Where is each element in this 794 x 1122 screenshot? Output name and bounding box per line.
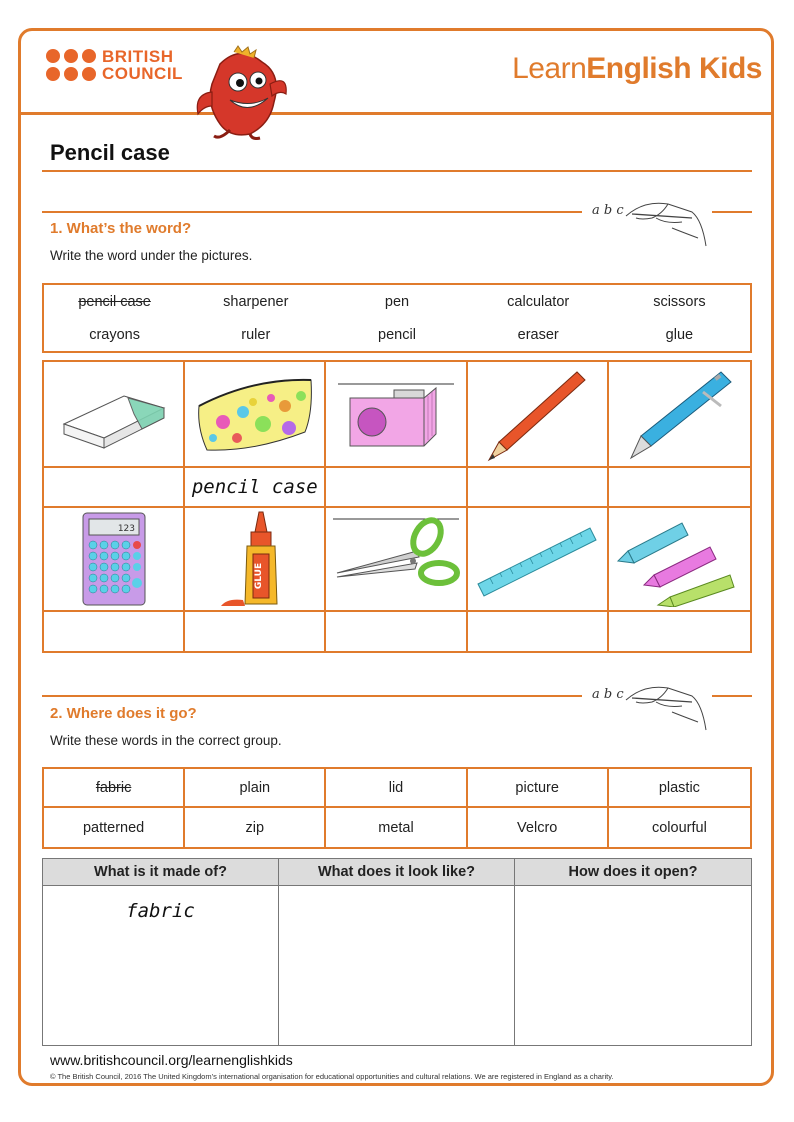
picture-grid [42,360,752,653]
header-divider [18,112,774,115]
word-bank [42,283,752,353]
group-word: Velcro [468,808,609,847]
word-bank-item: pencil case [78,293,151,310]
section2-abc: a b c [592,687,624,702]
group-word: picture [468,769,609,808]
group-word-bank [42,767,752,849]
word-bank-item: scissors [653,293,706,310]
glue-icon [215,510,295,608]
answer-cell[interactable] [609,612,750,651]
group-answer-area[interactable] [515,886,751,1045]
picture-cell [609,508,750,612]
picture-cell [609,362,750,468]
group-word: plastic [609,769,750,808]
pencil-icon [477,366,597,462]
org-name-line1: BRITISH [102,47,174,66]
british-council-logo [46,48,183,82]
group-word: fabric [44,769,185,808]
group-word: colourful [651,819,707,836]
answer-cell[interactable] [44,468,185,508]
word-bank-item: glue [665,326,694,343]
section1-instruction: Write the word under the pictures. [50,248,253,263]
page-title: Pencil case [50,140,170,165]
pen-icon [617,366,741,462]
footer-url: www.britishcouncil.org/learnenglishkids [50,1052,293,1068]
pencil-case-icon [193,372,317,456]
group-heading-appearance: What does it look like? [279,859,515,886]
group-table [42,858,752,1046]
group-answer-area[interactable] [279,886,515,1045]
word-bank-item: ruler [241,326,271,343]
group-word: lid [326,769,467,808]
answer-cell[interactable] [185,468,326,508]
word-bank-item: pen [384,293,410,310]
crayons-icon [614,511,744,607]
answer-cell[interactable] [609,468,750,508]
section2-rule-right [712,695,752,697]
answer-cell[interactable] [468,468,609,508]
picture-cell [326,508,467,612]
section1-abc: a b c [592,203,624,218]
scissors-icon [331,511,461,607]
word-bank-item: crayons [89,326,140,343]
group-word: patterned [44,808,185,847]
answer-cell[interactable] [185,612,326,651]
section2-heading: 2. Where does it go? [50,705,197,722]
group-word: zip [185,808,326,847]
section2-instruction: Write these words in the correct group. [50,733,282,748]
eraser-icon [54,374,174,454]
answer-cell[interactable] [44,612,185,651]
writing-hand-icon [622,678,708,736]
monster-mascot-icon [190,44,290,140]
section1-heading: 1. What’s the word? [50,220,192,237]
sharpener-icon [336,374,456,454]
group-heading-opening: How does it open? [515,859,751,886]
picture-cell [185,508,326,612]
glue-label: GLUE [253,562,264,590]
calculator-icon [79,511,149,607]
word-bank-item: pencil [378,326,416,343]
learnenglish-kids-logo: LearnEnglish Kids [512,52,762,85]
picture-cell [44,508,185,612]
handwritten-answer: fabric [126,900,195,922]
picture-cell [326,362,467,468]
answer-cell[interactable] [326,468,467,508]
word-bank-item: sharpener [223,293,289,310]
answer-cell[interactable] [468,612,609,651]
picture-cell [468,508,609,612]
picture-cell [185,362,326,468]
org-name-line2: COUNCIL [102,64,183,83]
section1-rule-right [712,211,752,213]
word-bank-item: calculator [507,293,570,310]
calculator-display: 123 [117,524,135,534]
group-heading-material: What is it made of? [43,859,279,886]
word-bank-item: eraser [517,326,559,343]
british-council-dots-icon [46,49,96,81]
section1-rule-left [42,211,582,213]
group-word: plain [185,769,326,808]
handwritten-answer: pencil case [191,476,318,498]
footer-copyright: © The British Council, 2016 The United Kingdom’s international organisation for educational opportunities and cultural relations. We are registered in England as a charity. [50,1072,614,1081]
picture-cell [44,362,185,468]
group-word: metal [326,808,467,847]
answer-cell[interactable] [326,612,467,651]
section2-rule-left [42,695,582,697]
title-underline [42,170,752,172]
group-answer-area[interactable] [43,886,279,1045]
picture-cell [468,362,609,468]
writing-hand-icon [622,194,708,252]
ruler-icon [474,514,600,604]
